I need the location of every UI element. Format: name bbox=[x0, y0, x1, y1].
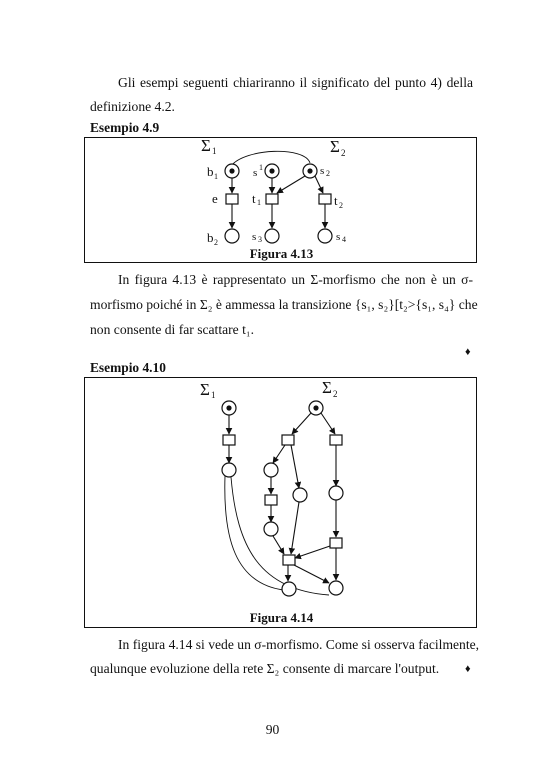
example-4-10-text-line-1: In figura 4.14 si vede un σ-morfismo. Come si osserva facilmente, bbox=[118, 637, 480, 652]
arc-s2-t1 bbox=[277, 176, 305, 193]
arc-s2-t2 bbox=[315, 176, 323, 193]
label-s3: s bbox=[252, 231, 257, 243]
arc bbox=[295, 546, 330, 558]
transition-sigma1 bbox=[223, 435, 235, 445]
intro-line-1: Gli esempi seguenti chiariranno il significato del punto 4) della bbox=[118, 75, 473, 90]
label-b1: b bbox=[207, 164, 214, 179]
transition-join bbox=[283, 555, 295, 565]
example-4-9-heading: Esempio 4.9 bbox=[90, 120, 160, 135]
place-s3 bbox=[265, 229, 279, 243]
label-s2-sub: 2 bbox=[326, 169, 330, 178]
label-e: e bbox=[212, 191, 218, 206]
label-s4-sub: 4 bbox=[342, 235, 346, 244]
token-s2 bbox=[307, 168, 312, 173]
sigma-1-subscript: 1 bbox=[212, 146, 217, 156]
token-sigma1-start bbox=[226, 405, 231, 410]
sigma-2-subscript: 2 bbox=[341, 148, 346, 158]
label-s1: s bbox=[253, 167, 258, 179]
arc bbox=[294, 565, 329, 583]
token-b1 bbox=[229, 168, 234, 173]
place-mid bbox=[293, 488, 307, 502]
sigma-2-label: Σ bbox=[330, 137, 340, 156]
place-b2 bbox=[225, 229, 239, 243]
figure-4-13-caption: Figura 4.13 bbox=[249, 246, 314, 261]
end-of-example-mark: ♦ bbox=[465, 346, 471, 358]
arc bbox=[321, 413, 335, 434]
sigma-1-label: Σ bbox=[200, 380, 210, 399]
place-output-1 bbox=[282, 582, 296, 596]
curve-left-2 bbox=[231, 477, 329, 595]
label-t1-sub: 1 bbox=[257, 198, 261, 207]
arc bbox=[291, 502, 299, 554]
arc bbox=[273, 536, 284, 554]
place-output-2 bbox=[329, 581, 343, 595]
transition-t1 bbox=[266, 194, 278, 204]
label-b2-sub: 2 bbox=[214, 238, 218, 247]
figure-4-14-frame bbox=[84, 377, 477, 628]
label-s2: s bbox=[320, 165, 325, 177]
label-s4: s bbox=[336, 231, 341, 243]
label-s3-sub: 3 bbox=[258, 235, 262, 244]
intro-line-2: definizione 4.2. bbox=[90, 99, 175, 114]
end-of-example-mark: ♦ bbox=[465, 663, 471, 675]
transition-e bbox=[226, 194, 238, 204]
example-4-10-heading: Esempio 4.10 bbox=[90, 360, 166, 375]
token-s1 bbox=[269, 168, 274, 173]
token-sigma2-start bbox=[313, 405, 318, 410]
transition-t-b bbox=[330, 435, 342, 445]
transition-left bbox=[265, 495, 277, 505]
place-s4 bbox=[318, 229, 332, 243]
arc bbox=[292, 413, 311, 434]
label-b1-sub: 1 bbox=[214, 172, 218, 181]
label-t2-sub: 2 bbox=[339, 201, 343, 210]
label-t1: t bbox=[252, 191, 256, 206]
arc bbox=[273, 445, 285, 463]
arc bbox=[291, 445, 299, 488]
figure-4-14-caption: Figura 4.14 bbox=[249, 610, 314, 625]
place-right bbox=[329, 486, 343, 500]
place-left-1 bbox=[264, 463, 278, 477]
example-4-9-text-line-2: morfismo poiché in Σ₂ è ammessa la transizione {s₁, s₂}[t₂>{s₁, s₄} che bbox=[90, 297, 478, 312]
example-4-10-text-line-2: qualunque evoluzione della rete Σ₂ consente di marcare l'output. bbox=[90, 661, 440, 676]
example-4-9-text-line-1: In figura 4.13 è rappresentato un Σ-morfismo che non è un σ- bbox=[118, 272, 473, 287]
label-b2: b bbox=[207, 230, 214, 245]
example-4-9-text-line-3: non consente di far scattare t₁. bbox=[90, 322, 255, 337]
sigma-1-subscript: 1 bbox=[211, 390, 216, 400]
transition-right bbox=[330, 538, 342, 548]
label-t2: t bbox=[334, 193, 338, 208]
sigma-2-label: Σ bbox=[322, 378, 332, 397]
petri-net-figure-4-14 bbox=[85, 378, 478, 629]
figure-4-13-frame bbox=[84, 137, 477, 263]
transition-t-a bbox=[282, 435, 294, 445]
label-s1-sub: 1 bbox=[259, 163, 263, 172]
transition-t2 bbox=[319, 194, 331, 204]
sigma-1-label: Σ bbox=[201, 136, 211, 155]
place-sigma1-end bbox=[222, 463, 236, 477]
place-left-2 bbox=[264, 522, 278, 536]
page-number: 90 bbox=[265, 722, 280, 737]
sigma-2-subscript: 2 bbox=[333, 389, 338, 399]
